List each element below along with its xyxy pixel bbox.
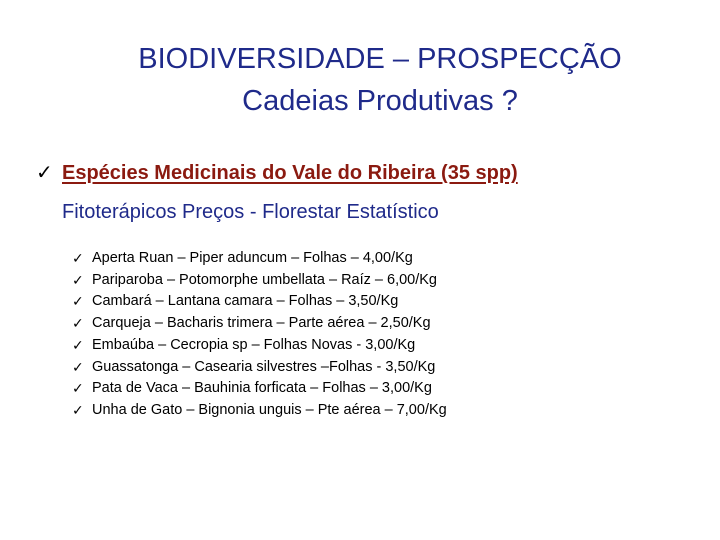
list-item	[72, 378, 447, 400]
headline	[36, 158, 518, 188]
check-mark-icon: ✓	[72, 336, 84, 353]
list-item-text: Carqueja – Bacharis trimera – Parte aérea – 2,50/Kg	[92, 315, 431, 332]
check-mark-icon: ✓	[72, 401, 84, 418]
list-item-text: Aperta Ruan – Piper aduncum – Folhas – 4,00/Kg	[92, 250, 413, 266]
list-item-text: Cambará – Lantana camara – Folhas – 3,50/Kg	[92, 293, 399, 310]
check-mark-icon: ✓	[72, 250, 84, 266]
check-mark-icon: ✓	[36, 162, 53, 184]
species-list	[72, 248, 447, 422]
check-mark-icon: ✓	[72, 293, 84, 310]
slide-title	[0, 38, 720, 122]
check-mark-icon: ✓	[72, 380, 84, 397]
list-item-text: Pariparoba – Potomorphe umbellata – Raíz – 6,00/Kg	[92, 271, 437, 288]
list-item-text: Guassatonga – Casearia silvestres –Folhas - 3,50/Kg	[92, 358, 436, 375]
check-mark-icon: ✓	[72, 358, 84, 375]
list-item-text: Embaúba – Cecropia sp – Folhas Novas - 3,00/Kg	[92, 336, 416, 353]
slide-title-line-2: Cadeias Produtivas ?	[242, 85, 518, 117]
check-mark-icon: ✓	[72, 315, 84, 332]
list-item	[72, 335, 447, 357]
check-mark-icon: ✓	[72, 271, 84, 288]
list-item	[72, 291, 447, 313]
list-item	[72, 313, 447, 335]
slide-title-line-1: BIODIVERSIDADE – PROSPECÇÃO	[138, 43, 622, 75]
list-item	[72, 357, 447, 379]
list-item	[72, 270, 447, 292]
list-item	[72, 248, 447, 270]
list-item-text: Pata de Vaca – Bauhinia forficata – Folhas – 3,00/Kg	[92, 380, 432, 397]
list-item	[72, 400, 447, 422]
list-item-text: Unha de Gato – Bignonia unguis – Pte aérea – 7,00/Kg	[92, 401, 447, 418]
headline-text: Espécies Medicinais do Vale do Ribeira (35 spp)	[62, 162, 518, 184]
subtitle: Fitoterápicos Preços - Florestar Estatístico	[62, 201, 439, 223]
